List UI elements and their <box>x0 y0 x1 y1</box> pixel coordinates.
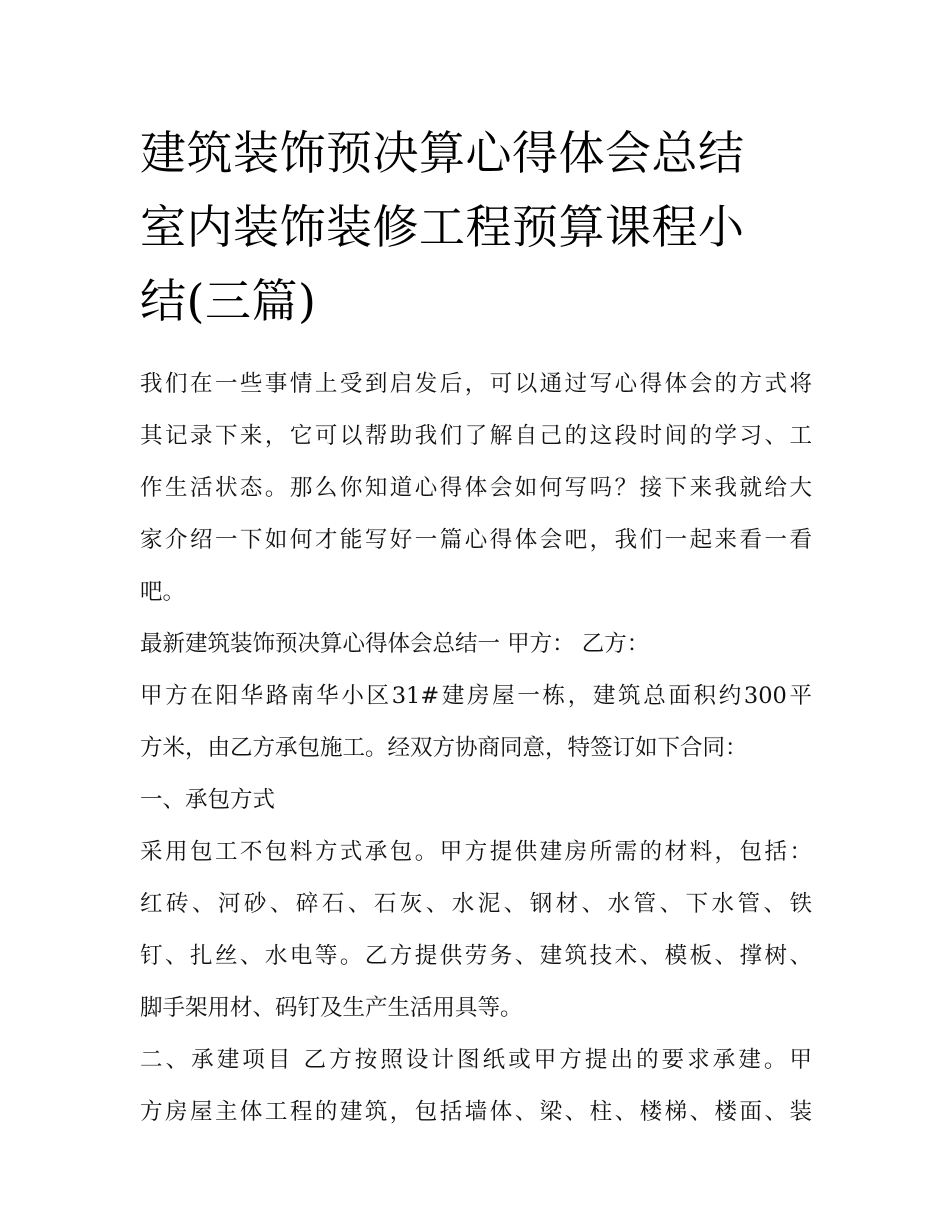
text-line: 吧。 <box>140 579 186 605</box>
text-line: 红砖、河砂、碎石、石灰、水泥、钢材、水管、下水管、铁 <box>140 891 812 917</box>
text-line: 采用包工不包料方式承包。甲方提供建房所需的材料，包括： <box>140 839 812 865</box>
title-line: 建筑装饰预决算心得体会总结 <box>140 126 745 180</box>
title-line: 室内装饰装修工程预算课程小 <box>140 200 745 254</box>
text-line: 方米，由乙方承包施工。经双方协商同意，特签订如下合同： <box>140 735 748 761</box>
text-line: 家介绍一下如何才能写好一篇心得体会吧，我们一起来看一看 <box>140 527 812 553</box>
text-line: 钉、扎丝、水电等。乙方提供劳务、建筑技术、模板、撑树、 <box>140 943 812 969</box>
document-content <box>140 116 812 1138</box>
section-heading-paragraph <box>140 618 812 670</box>
text-line: 甲方在阳华路南华小区31#建房屋一栋，建筑总面积约300平 <box>140 683 812 709</box>
text-line: 二、承建项目 乙方按照设计图纸或甲方提出的要求承建。甲 <box>140 1047 812 1073</box>
text-line: 方房屋主体工程的建筑，包括墙体、梁、柱、楼梯、楼面、装 <box>140 1099 812 1125</box>
title-line: 结(三篇) <box>140 274 317 328</box>
clause-2-paragraph <box>140 1034 812 1138</box>
contract-paragraph <box>140 670 812 774</box>
text-line: 脚手架用材、码钉及生产生活用具等。 <box>140 995 523 1021</box>
text-line: 一、承包方式 <box>140 787 276 813</box>
text-line: 其记录下来，它可以帮助我们了解自己的这段时间的学习、工 <box>140 423 812 449</box>
clause-1-paragraph <box>140 826 812 1034</box>
text-line: 我们在一些事情上受到启发后，可以通过写心得体会的方式将 <box>140 371 812 397</box>
document-title <box>140 116 812 338</box>
intro-paragraph <box>140 358 812 618</box>
document-body <box>140 358 812 1138</box>
clause-heading-1 <box>140 774 812 826</box>
text-line: 作生活状态。那么你知道心得体会如何写吗？接下来我就给大 <box>140 475 812 501</box>
text-line: 最新建筑装饰预决算心得体会总结一 甲方： 乙方： <box>140 631 650 657</box>
